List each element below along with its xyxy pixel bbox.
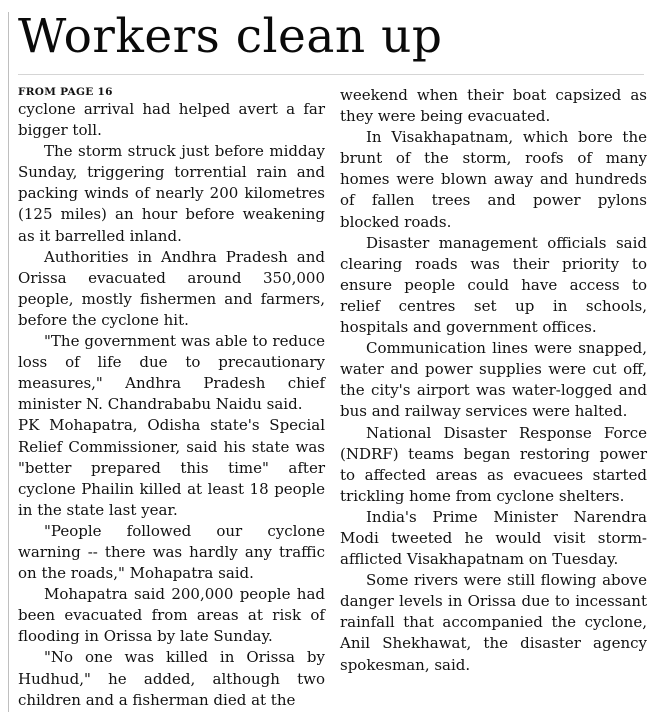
page-edge-rule [8,12,9,712]
paragraph: Mohapatra said 200,000 people had been evacuated from areas at risk of flooding in Orissa by late Sunday. [18,585,325,646]
paragraph: Some rivers were still flowing above danger levels in Orissa due to incessant rainfall that accompanied the cyclone, Anil Shekhawat, the disaster agency spokesman, said. [340,571,647,674]
paragraph: In Visakhapatnam, which bore the brunt of the storm, roofs of many homes were blown away and hundreds of fallen trees and power pylons blocked roads. [340,128,647,231]
paragraph: National Disaster Response Force (NDRF) teams began restoring power to affected areas as evacuees started trickling home from cyclone shelters. [340,423,647,505]
paragraph: The storm struck just before midday Sunday, triggering torrential rain and packing winds of nearly 200 kilometres (125 miles) an hour before weakening as it barrelled inland. [18,142,325,245]
paragraph: Communication lines were snapped, water and power supplies were cut off, the city's airport was water-logged and bus and railway services were halted. [340,339,647,421]
paragraph: Disaster management officials said clearing roads was their priority to ensure people could have access to relief centres set up in schools, hospitals and government offices. [340,233,647,337]
paragraph: cyclone arrival had helped avert a far bigger toll. [18,100,325,140]
paragraph: Authorities in Andhra Pradesh and Orissa evacuated around 350,000 people, mostly fishermen and farmers, before the cyclone hit. [18,247,325,329]
paragraph: PK Mohapatra, Odisha state's Special Relief Commissioner, said his state was "better prepared this time" after cyclone Phailin killed at least 18 people in the state last year. [18,416,325,519]
paragraph: "People followed our cyclone warning -- there was hardly any traffic on the roads," Mohapatra said. [18,521,325,583]
article-column-right [340,85,647,676]
paragraph: "The government was able to reduce loss of life due to precautionary measures," Andhra Pradesh chief minister N. Chandrababu Naidu said. [18,332,325,414]
headline-rule [18,74,644,75]
paragraph: India's Prime Minister Narendra Modi tweeted he would visit storm-afflicted Visakhapatnam on Tuesday. [340,507,647,569]
headline: Workers clean up [18,9,443,64]
continuation-kicker: FROM PAGE 16 [18,86,113,98]
article-column-left [18,86,325,711]
paragraph: weekend when their boat capsized as they were being evacuated. [340,86,647,126]
paragraph: "No one was killed in Orissa by Hudhud," he added, although two children and a fisherman died at the [18,648,325,709]
